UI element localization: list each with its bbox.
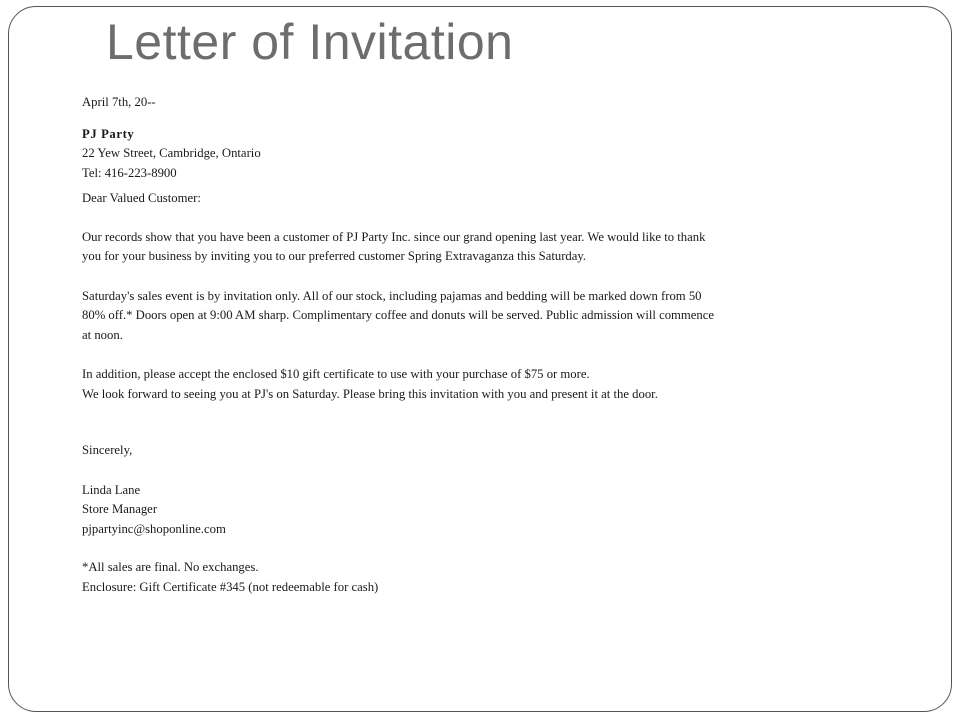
paragraph-gift-line1: In addition, please accept the enclosed $10 gift certificate to use with your purchase of $75 or more. <box>82 367 590 381</box>
signer-email: pjpartyinc@shoponline.com <box>82 521 226 536</box>
signer-role: Store Manager <box>82 502 158 516</box>
sender-phone: Tel: 416-223-8900 <box>82 165 177 180</box>
salutation: Dear Valued Customer: <box>82 191 201 205</box>
sender-street: 22 Yew Street, Cambridge, Ontario <box>82 146 261 160</box>
closing: Sincerely, <box>82 443 133 457</box>
footnote: *All sales are final. No exchanges. <box>82 560 259 574</box>
sender-address <box>82 125 722 184</box>
paragraph-gift <box>82 365 722 404</box>
sender-company: PJ Party <box>82 126 135 141</box>
signer-name: Linda Lane <box>82 482 141 497</box>
letter-body <box>82 93 722 597</box>
letter-date: April 7th, 20-- <box>82 95 156 109</box>
enclosure-note: Enclosure: Gift Certificate #345 (not redeemable for cash) <box>82 579 379 594</box>
paragraph-gift-line2: We look forward to seeing you at PJ's on Saturday. Please bring this invitation with you and present it at the door. <box>82 386 658 401</box>
paragraph-thanks: Our records show that you have been a customer of PJ Party Inc. since our grand opening last year. We would like to thank you for your business by inviting you to our preferred customer Spring Extravaganza this Saturday. <box>82 229 706 263</box>
signature-block <box>82 481 722 540</box>
page-title: Letter of Invitation <box>106 14 514 70</box>
paragraph-event: Saturday's sales event is by invitation only. All of our stock, including pajamas and bedding will be marked down from 50 80% off.* Doors open at 9:00 AM sharp. Complimentary coffee and donuts will be served. Public admission will commence at noon. <box>82 288 715 342</box>
